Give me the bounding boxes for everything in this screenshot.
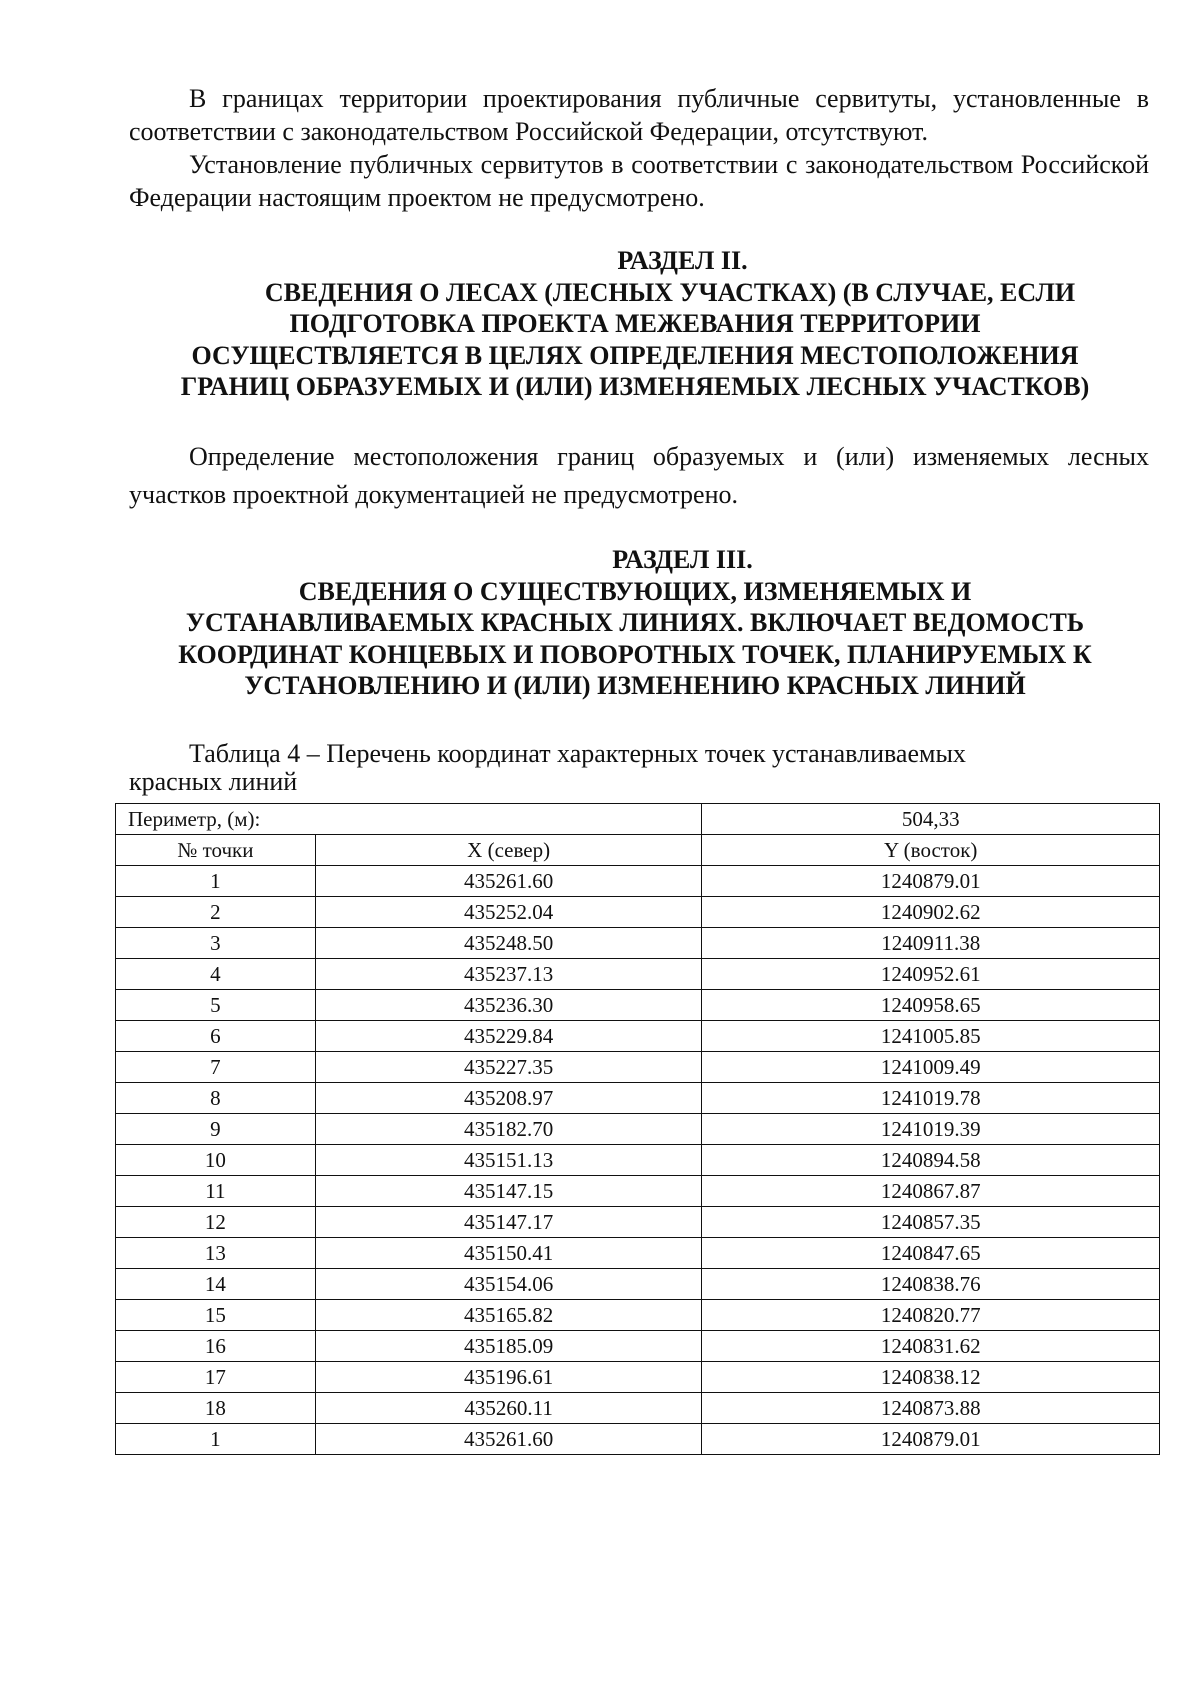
section-3-heading-line: КООРДИНАТ КОНЦЕВЫХ И ПОВОРОТНЫХ ТОЧЕК, ПЛАНИРУЕМЫХ К <box>178 639 1092 669</box>
y-east-cell: 1240867.87 <box>702 1176 1160 1207</box>
x-north-cell: 435208.97 <box>315 1083 702 1114</box>
table-row <box>116 866 1160 897</box>
y-east-cell: 1241019.39 <box>702 1114 1160 1145</box>
x-north-cell: 435227.35 <box>315 1052 702 1083</box>
section-2-heading <box>110 245 1160 403</box>
point-number-cell: 3 <box>116 928 316 959</box>
x-north-cell: 435185.09 <box>315 1331 702 1362</box>
point-number-cell: 4 <box>116 959 316 990</box>
y-east-cell: 1240952.61 <box>702 959 1160 990</box>
y-east-cell: 1240879.01 <box>702 1424 1160 1455</box>
y-east-cell: 1240894.58 <box>702 1145 1160 1176</box>
y-east-cell: 1241009.49 <box>702 1052 1160 1083</box>
intro-paragraph-2: Установление публичных сервитутов в соответствии с законодательством Российской Федерации настоящим проектом не предусмотрено. <box>129 150 1149 212</box>
y-east-cell: 1240958.65 <box>702 990 1160 1021</box>
point-number-cell: 18 <box>116 1393 316 1424</box>
section-3-heading-line: УСТАНАВЛИВАЕМЫХ КРАСНЫХ ЛИНИЯХ. ВКЛЮЧАЕТ ВЕДОМОСТЬ <box>185 608 1085 637</box>
column-header-y-east: Y (восток) <box>702 835 1160 866</box>
table-row <box>116 1145 1160 1176</box>
table-row <box>116 1300 1160 1331</box>
section-3-heading <box>110 544 1160 702</box>
point-number-cell: 7 <box>116 1052 316 1083</box>
point-number-cell: 5 <box>116 990 316 1021</box>
point-number-cell: 14 <box>116 1269 316 1300</box>
column-header-x-north: X (север) <box>315 835 702 866</box>
section-3-heading-line: УСТАНОВЛЕНИЮ И (ИЛИ) ИЗМЕНЕНИЮ КРАСНЫХ ЛИНИЙ <box>244 671 1026 700</box>
point-number-cell: 13 <box>116 1238 316 1269</box>
section-3-title: РАЗДЕЛ III. <box>612 545 753 574</box>
section-2-heading-line: ОСУЩЕСТВЛЯЕТСЯ В ЦЕЛЯХ ОПРЕДЕЛЕНИЯ МЕСТОПОЛОЖЕНИЯ <box>191 340 1079 370</box>
table-caption-line-1: Таблица 4 – Перечень координат характерных точек устанавливаемых <box>189 739 966 768</box>
point-number-cell: 9 <box>116 1114 316 1145</box>
section-2-heading-line: ГРАНИЦ ОБРАЗУЕМЫХ И (ИЛИ) ИЗМЕНЯЕМЫХ ЛЕСНЫХ УЧАСТКОВ) <box>180 372 1090 401</box>
point-number-cell: 8 <box>116 1083 316 1114</box>
perimeter-label: Периметр, (м): <box>116 804 702 835</box>
point-number-cell: 17 <box>116 1362 316 1393</box>
section-2-heading-line: ПОДГОТОВКА ПРОЕКТА МЕЖЕВАНИЯ ТЕРРИТОРИИ <box>289 309 981 338</box>
x-north-cell: 435182.70 <box>315 1114 702 1145</box>
x-north-cell: 435154.06 <box>315 1269 702 1300</box>
x-north-cell: 435236.30 <box>315 990 702 1021</box>
point-number-cell: 1 <box>116 1424 316 1455</box>
x-north-cell: 435165.82 <box>315 1300 702 1331</box>
x-north-cell: 435237.13 <box>315 959 702 990</box>
x-north-cell: 435252.04 <box>315 897 702 928</box>
section-2-body: Определение местоположения границ образуемых и (или) изменяемых лесных участков проектной документацией не предусмотрено. <box>129 442 1149 509</box>
x-north-cell: 435150.41 <box>315 1238 702 1269</box>
point-number-cell: 12 <box>116 1207 316 1238</box>
table-row <box>116 928 1160 959</box>
x-north-cell: 435248.50 <box>315 928 702 959</box>
perimeter-row <box>116 804 1160 835</box>
coordinates-table <box>115 803 1160 1455</box>
point-number-cell: 15 <box>116 1300 316 1331</box>
point-number-cell: 16 <box>116 1331 316 1362</box>
x-north-cell: 435147.15 <box>315 1176 702 1207</box>
table-caption <box>129 738 1129 798</box>
section-2-title: РАЗДЕЛ II. <box>617 246 748 275</box>
table-row <box>116 1052 1160 1083</box>
x-north-cell: 435229.84 <box>315 1021 702 1052</box>
point-number-cell: 2 <box>116 897 316 928</box>
table-row <box>116 1176 1160 1207</box>
table-header-row <box>116 835 1160 866</box>
y-east-cell: 1241019.78 <box>702 1083 1160 1114</box>
table-row <box>116 1238 1160 1269</box>
x-north-cell: 435260.11 <box>315 1393 702 1424</box>
table-row <box>116 1021 1160 1052</box>
y-east-cell: 1240820.77 <box>702 1300 1160 1331</box>
y-east-cell: 1240911.38 <box>702 928 1160 959</box>
table-row <box>116 1269 1160 1300</box>
y-east-cell: 1240857.35 <box>702 1207 1160 1238</box>
table-row <box>116 959 1160 990</box>
point-number-cell: 10 <box>116 1145 316 1176</box>
section-3-heading-line: СВЕДЕНИЯ О СУЩЕСТВУЮЩИХ, ИЗМЕНЯЕМЫХ И <box>298 576 972 606</box>
table-row <box>116 1207 1160 1238</box>
table-row <box>116 897 1160 928</box>
table-caption-line-2: красных линий <box>129 767 298 796</box>
x-north-cell: 435261.60 <box>315 1424 702 1455</box>
y-east-cell: 1241005.85 <box>702 1021 1160 1052</box>
table-row <box>116 1424 1160 1455</box>
point-number-cell: 6 <box>116 1021 316 1052</box>
y-east-cell: 1240838.76 <box>702 1269 1160 1300</box>
column-header-point-number: № точки <box>116 835 316 866</box>
table-row <box>116 990 1160 1021</box>
x-north-cell: 435261.60 <box>315 866 702 897</box>
y-east-cell: 1240879.01 <box>702 866 1160 897</box>
y-east-cell: 1240902.62 <box>702 897 1160 928</box>
point-number-cell: 11 <box>116 1176 316 1207</box>
table-row <box>116 1083 1160 1114</box>
table-row <box>116 1114 1160 1145</box>
intro-paragraph-1: В границах территории проектирования публичные сервитуты, установленные в соответствии с законодательством Российской Федерации, отсутствуют. <box>129 84 1149 146</box>
x-north-cell: 435147.17 <box>315 1207 702 1238</box>
section-2-heading-line: СВЕДЕНИЯ О ЛЕСАХ (ЛЕСНЫХ УЧАСТКАХ) (В СЛУЧАЕ, ЕСЛИ <box>264 277 1076 307</box>
point-number-cell: 1 <box>116 866 316 897</box>
y-east-cell: 1240847.65 <box>702 1238 1160 1269</box>
y-east-cell: 1240831.62 <box>702 1331 1160 1362</box>
perimeter-value: 504,33 <box>702 804 1160 835</box>
x-north-cell: 435151.13 <box>315 1145 702 1176</box>
table-row <box>116 1393 1160 1424</box>
table-row <box>116 1331 1160 1362</box>
y-east-cell: 1240838.12 <box>702 1362 1160 1393</box>
x-north-cell: 435196.61 <box>315 1362 702 1393</box>
y-east-cell: 1240873.88 <box>702 1393 1160 1424</box>
table-row <box>116 1362 1160 1393</box>
